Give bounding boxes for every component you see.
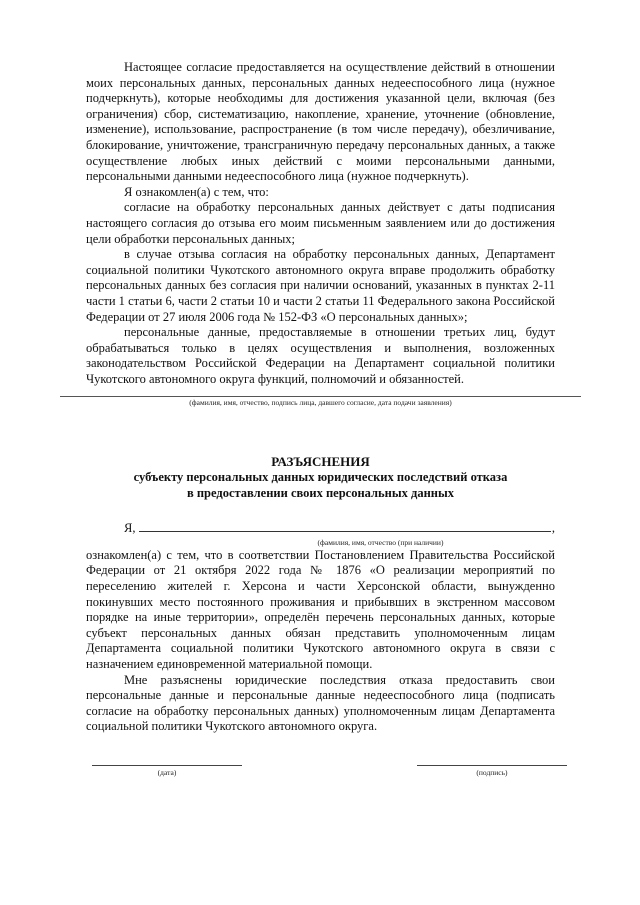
date-signature-block [92, 765, 242, 778]
consent-paragraph: персональные данные, предоставляемые в отношении третьих лиц, будут обрабатываться только в целях осуществления и выполнения, возложенных законодательством Российской Федерации на Департамент социальной политики Чукотского автономного округа функций, полномочий и обязанностей. [86, 325, 555, 386]
heading-subtitle-line1: субъекту персональных данных юридических последствий отказа [133, 470, 508, 485]
name-fill-in-row [86, 518, 555, 537]
sign-caption: (подпись) [476, 767, 508, 777]
consent-paragraph: Настоящее согласие предоставляется на осуществление действий в отношении моих персональных данных, персональных данных недееспособного лица (нужное подчеркнуть), которые необходимы для достижения указанной цели, включая (без ограничения) сбор, систематизацию, накопление, хранение, уточнение (обновление, изменение), использование, распространение (в том числе передачу), обезличивание, блокирование, уничтожение, трансграничную передачу персональных данных, а также осуществление любых иных действий с моими персональными данными, персональными данными недееспособного лица (нужное подчеркнуть). [86, 60, 555, 184]
heading-title: РАЗЪЯСНЕНИЯ [271, 454, 370, 470]
name-line-prefix: Я, [124, 521, 136, 536]
date-caption: (дата) [157, 767, 177, 777]
name-line-suffix: , [551, 521, 555, 536]
name-line-caption: (фамилия, имя, отчество (при наличии) [317, 537, 444, 547]
sign-line [417, 765, 567, 766]
heading-subtitle-line2: в предоставлении своих персональных данных [186, 485, 454, 500]
consent-signature-line [60, 396, 581, 397]
name-blank-line [139, 518, 550, 532]
clarification-paragraph: ознакомлен(а) с тем, что в соответствии Постановлением Правительства Российской Федерации от 21 октября 2022 года № 1876 «О реализации мероприятий по переселению жителей г. Херсона и части Херсонской области, вынужденно покинувших место постоянного проживания и прибывших в экстренном массовом порядке на иные территории», определён перечень персональных данных, которые субъект персональных данных обязан представить уполномоченным лицам Департамента социальной политики Чукотского автономного округа в связи с назначением единовременной материальной помощи. [86, 547, 555, 671]
clarification-paragraph: Мне разъяснены юридические последствия отказа предоставить свои персональные данные и персональные данные недееспособного лица (подписать согласие на обработку персональных данных) уполномоченным лицам Департамента социальной политики Чукотского автономного округа. [86, 672, 555, 734]
consent-signature-block [60, 396, 581, 408]
consent-paragraph: Я ознакомлен(а) с тем, что: [124, 184, 269, 199]
consent-signature-caption: (фамилия, имя, отчество, подпись лица, давшего согласие, дата подачи заявления) [189, 398, 452, 408]
clarifications-heading [86, 454, 555, 501]
sign-signature-block [417, 765, 567, 778]
bottom-signature-row [92, 765, 567, 778]
consent-paragraph: в случае отзыва согласия на обработку персональных данных, Департамент социальной политики Чукотского автономного округа вправе продолжить обработку персональных данных без согласия при наличии оснований, указанных в пунктах 2-11 части 1 статьи 6, части 2 статьи 10 и части 2 статьи 11 Федерального закона Российской Федерации от 27 июля 2006 года № 152-ФЗ «О персональных данных»; [86, 247, 555, 324]
date-line [92, 765, 242, 766]
consent-paragraph: согласие на обработку персональных данных действует с даты подписания настоящего согласия до отзыва его моим письменным заявлением или до достижения цели обработки персональных данных; [86, 200, 555, 246]
